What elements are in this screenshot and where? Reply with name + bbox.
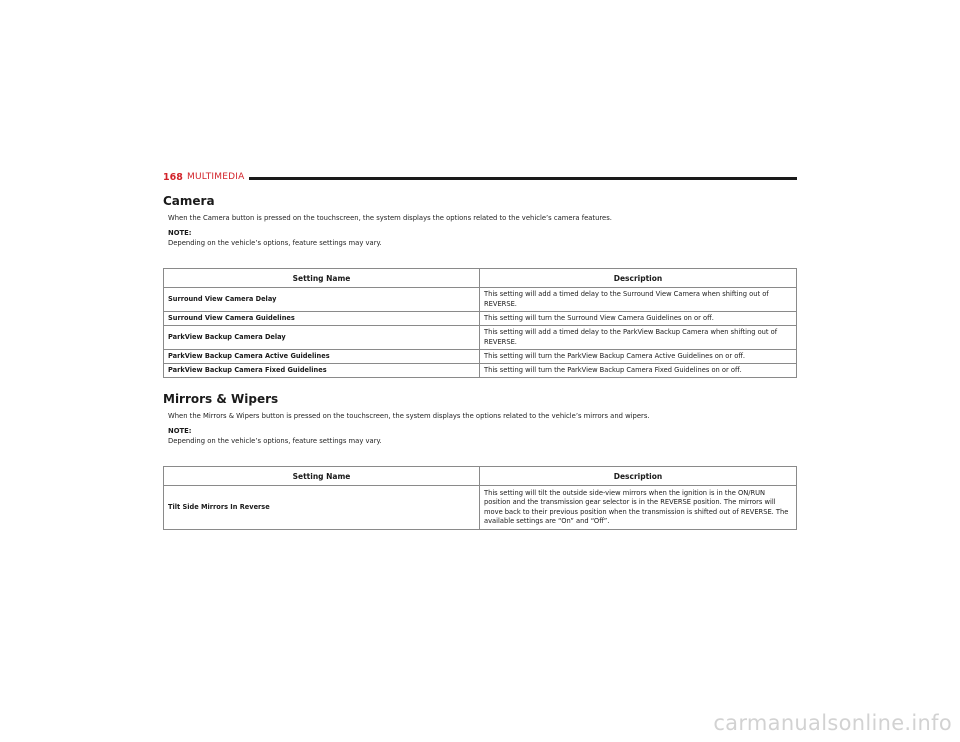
mirrors-note-label: NOTE: [168,427,192,435]
setting-name: Surround View Camera Delay [164,288,480,312]
setting-description: This setting will turn the ParkView Backup Camera Active Guidelines on or off. [480,350,797,364]
column-header-description: Description [480,269,797,288]
setting-name: Surround View Camera Guidelines [164,312,480,326]
mirrors-settings-table [163,466,797,530]
column-header-setting-name: Setting Name [164,467,480,486]
mirrors-intro: When the Mirrors & Wipers button is pressed on the touchscreen, the system displays the options related to the vehicle’s mirrors and wipers. [168,412,650,420]
setting-name: ParkView Backup Camera Delay [164,326,480,350]
table-row [164,326,797,350]
column-header-description: Description [480,467,797,486]
camera-section-title: Camera [163,194,215,208]
camera-note-label: NOTE: [168,229,192,237]
setting-description: This setting will tilt the outside side-view mirrors when the ignition is in the ON/RUN position and the transmission gear selector is in the REVERSE position. The mirrors will move back to their previous position when the transmission is shifted out of REVERSE. The available settings are “On” and “Off”. [480,486,797,530]
setting-description: This setting will add a timed delay to the Surround View Camera when shifting out of REVERSE. [480,288,797,312]
column-header-setting-name: Setting Name [164,269,480,288]
mirrors-section-title: Mirrors & Wipers [163,392,279,406]
section-label: MULTIMEDIA [187,172,245,182]
table-row [164,350,797,364]
table-header-row [164,467,797,486]
page-number: 168 [163,172,183,183]
mirrors-note-text: Depending on the vehicle’s options, feature settings may vary. [168,437,382,445]
page-header [163,172,797,186]
setting-name: ParkView Backup Camera Active Guidelines [164,350,480,364]
table-row [164,312,797,326]
header-rule [249,177,797,180]
camera-note-text: Depending on the vehicle’s options, feature settings may vary. [168,239,382,247]
camera-intro: When the Camera button is pressed on the touchscreen, the system displays the options related to the vehicle’s camera features. [168,214,612,222]
setting-description: This setting will add a timed delay to the ParkView Backup Camera when shifting out of REVERSE. [480,326,797,350]
table-header-row [164,269,797,288]
watermark: carmanualsonline.info [713,711,952,735]
setting-description: This setting will turn the Surround View Camera Guidelines on or off. [480,312,797,326]
table-row [164,288,797,312]
table-row [164,486,797,530]
setting-name: ParkView Backup Camera Fixed Guidelines [164,364,480,378]
camera-settings-table [163,268,797,378]
setting-name: Tilt Side Mirrors In Reverse [164,486,480,530]
table-row [164,364,797,378]
setting-description: This setting will turn the ParkView Backup Camera Fixed Guidelines on or off. [480,364,797,378]
